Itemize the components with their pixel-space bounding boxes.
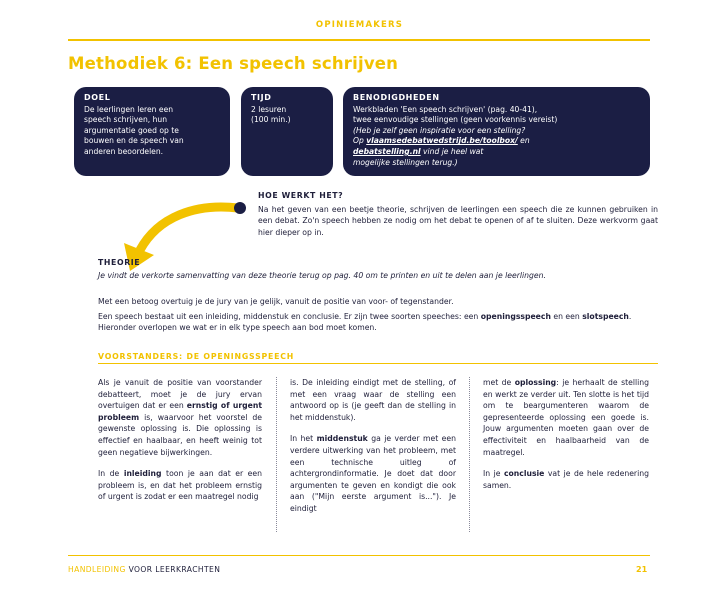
- column-2: [290, 377, 456, 525]
- column-divider-2: [469, 377, 470, 532]
- time-line-2: (100 min.): [251, 115, 291, 125]
- goal-text: De leerlingen leren een speech schrijven, hun argumentatie goed op te bouwen en de speech van anderen beoordelen.: [84, 104, 184, 156]
- goal-box: [74, 87, 230, 176]
- col3-paragraph-2: In je conclusie vat je de hele redenering samen.: [483, 469, 649, 490]
- footer-rule: [68, 555, 650, 556]
- materials-note-op: Op: [353, 136, 367, 146]
- col2-paragraph-2: In het middenstuk ga je verder met een verdere uitwerking van het probleem, met een technische uitleg of achtergrondinformatie. Je doet dat door argumenten te geven en kondigt die ook aan ("Mijn eerste argument is..."). Je eindigt: [290, 434, 456, 513]
- col2-paragraph-1: is. De inleiding eindigt met de stelling, of met een vraag waar de stelling een antwoord op is (je geeft dan de stelling in het middenstuk).: [290, 378, 456, 422]
- how-text: Na het geven van een beetje theorie, schrijven de leerlingen een speech die ze kunnen gebruiken in een debat. Zo'n speech hebben ze nodig om het debat te openen of af te sluiten. Deze werkvorm gaat hier dieper op in.: [258, 205, 658, 237]
- theory-heading: THEORIE: [98, 258, 141, 267]
- header-rule: [68, 39, 650, 41]
- subsection-rule: [98, 363, 658, 364]
- page-number: 21: [636, 565, 648, 574]
- theory-paragraph-1: Je vindt de verkorte samenvatting van deze theorie terug op pag. 40 om te printen en uit te delen aan je leerlingen.: [98, 271, 546, 280]
- materials-note-1: (Heb je zelf geen inspiratie voor een stelling?: [353, 125, 526, 135]
- theory-paragraph-2: Met een betoog overtuig je de jury van je gelijk, vanuit de positie van voor- of tegenstander.: [98, 297, 454, 306]
- column-divider-1: [276, 377, 277, 532]
- col1-paragraph-1: Als je vanuit de positie van voorstander debatteert, moet je de jury ervan overtuigen dat er een ernstig of urgent probleem is, waarvoor het voorstel de gewenste oplossing is. Die oplossing is effectief en haalbaar, en heeft weinig tot geen negatieve bijwerkingen.: [98, 378, 262, 457]
- footer-title: HANDLEIDING VOOR LEERKRACHTEN: [68, 565, 221, 574]
- materials-label: BENODIGDHEDEN: [353, 93, 440, 102]
- materials-note-en: en: [517, 136, 530, 146]
- time-line-1: 2 lesuren: [251, 104, 287, 114]
- theory-paragraph-3: Een speech bestaat uit een inleiding, middenstuk en conclusie. Er zijn twee soorten speeches: een openingsspeech en een slotspeech. Hieronder overlopen we wat er in elk type speech aan bod moet komen.: [98, 312, 632, 333]
- goal-label: DOEL: [84, 93, 111, 102]
- materials-note-2: vind je heel wat: [420, 146, 484, 156]
- term-slotspeech: slotspeech: [582, 312, 629, 321]
- col1-paragraph-2: In de inleiding toon je aan dat er een probleem is, en dat het probleem ernstig of urgent is zodat er een maatregel nodig: [98, 469, 262, 502]
- time-label: TIJD: [251, 93, 272, 102]
- page-title: Methodiek 6: Een speech schrijven: [68, 54, 399, 73]
- term-openingsspeech: openingsspeech: [480, 312, 551, 321]
- how-heading: HOE WERKT HET?: [258, 191, 344, 200]
- col3-paragraph-1: met de oplossing: je herhaalt de stelling en werkt ze verder uit. Ten slotte is het tijd om te beargumenteren waarom de gepresenteerde oplossing een goede is. Jouw argumenten moeten gaan over de effectiviteit en haalbaarheid van de maatregel.: [483, 378, 649, 457]
- column-3: [483, 377, 649, 501]
- subsection-heading: VOORSTANDERS: DE OPENINGSSPEECH: [98, 352, 295, 361]
- materials-line-2: twee eenvoudige stellingen (geen voorkennis vereist): [353, 115, 558, 125]
- running-header: OPINIEMAKERS: [315, 20, 404, 30]
- materials-note-3: mogelijke stellingen terug.): [353, 157, 458, 167]
- materials-box: [343, 87, 650, 176]
- toolbox-link[interactable]: vlaamsedebatwedstrijd.be/toolbox/: [366, 136, 518, 146]
- time-box: [241, 87, 333, 176]
- materials-line-1: Werkbladen 'Een speech schrijven' (pag. 40-41),: [353, 104, 538, 114]
- column-1: [98, 377, 262, 513]
- debatstelling-link[interactable]: debatstelling.nl: [353, 146, 421, 156]
